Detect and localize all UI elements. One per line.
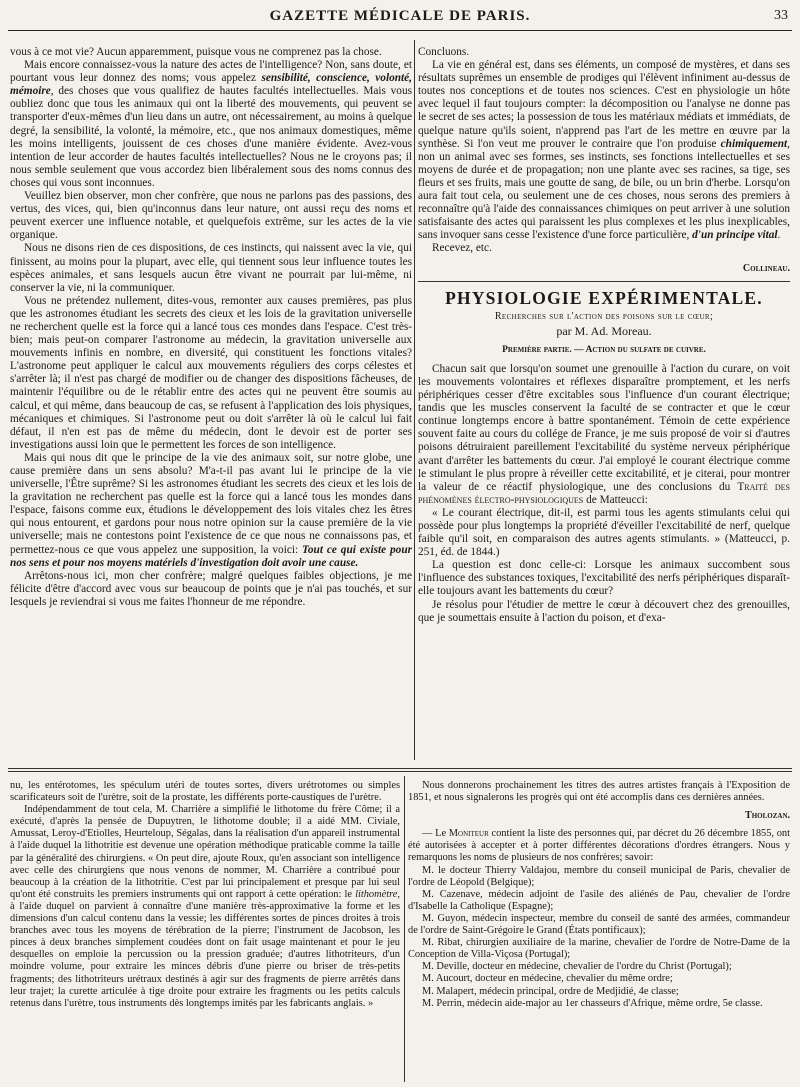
author-signature: Tholozan. <box>745 810 790 822</box>
quotation: « Le courant électrique, dit-il, est parmi tous les agents stimulants celui qui possède pour plus longtemps la propriété d'éveiller l'excitabilité de nerf, quelque faible qu'il soit, en comparaison des autres agents stimulants. » (Matteucci, p. 251, éd. de 1844.) <box>418 506 790 559</box>
list-item: M. Ribat, chirurgien auxiliaire de la marine, chevalier de l'ordre de Notre-Dame de la Conception de Villa-Viçosa (Portugal); <box>408 937 790 961</box>
paragraph: Mais qui nous dit que le principe de la vie des animaux soit, sur notre globe, une cause première dans un sens absolu? M'a-t-il pas avant lui le principe de la vie universelle, l'Être suprême? Si les astronomes étudiant les secrets des cieux et les lois de la gravitation ne recherchent pas quelle est la force qui a lancé tous les mondes dans l'espace, faisons comme eux, étudions le développement des lois vitales chez les êtres qui nous entourent, et gardons pour nous notre opinion sur la cause première de la vie universelle; mais ne contestons point l'existence de ce que nous ne connaissons pas, et permettez-nous ce que vous appelez une supposition, la voici: Tout ce qui existe pour nos sens et pour nos moyens matériels d'investigation doit avoir une cause. <box>10 451 412 569</box>
paragraph: — Le Moniteur contient la liste des personnes qui, par décret du 26 décembre 1855, ont été autorisées à accepter et à porter différentes décorations d'ordres étrangers. Nous y remarquons les noms de plusieurs de nos confrères; savoir: <box>408 828 790 864</box>
paragraph: Arrêtons-nous ici, mon cher confrère; malgré quelques faibles objections, je me félicite d'être d'accord avec vous sur beaucoup de points que je n'ai pas touchés, et sur lesquels je reviendrai si vous me faites l'honneur de me répondre. <box>10 569 412 608</box>
list-item: M. Deville, docteur en médecine, chevalier de l'ordre du Christ (Portugal); <box>422 961 732 973</box>
paragraph: nu, les entérotomes, les spéculum utéri de toutes sortes, divers urétrotomes ou simples scarificateurs soit de l'urètre, soit de la prostate, les différents porte-caustiques de l'urètre. <box>10 780 400 804</box>
paragraph: Chacun sait que lorsqu'on soumet une grenouille à l'action du curare, on voit les mouvements volontaires et réflexes disparaître promptement, et les nerfs périphériques cesser d'être excitables sous l'influence d'un courant électrique; tandis que les muscles conservent la faculté de se contracter et que le cœur continue longtemps encore à battre spontanément. Témoin de cette expérience souvent faite au cours du collége de France, je me suis proposé de voir si d'autres poisons détruiraient pareillement l'excitabilité du système nerveux périphérique avant d'arrêter les battements du cœur. J'ai employé le courant électrique comme le stimulant le plus propre à réveiller cette excitabilité, et je citerai, pour montrer la valeur de ce réactif physiologique, une des conclusions du Traité des phénomènes électro-physiologiques de Matteucci: <box>418 362 790 506</box>
section-author: par M. Ad. Moreau. <box>556 323 652 338</box>
list-item: M. Guyon, médecin inspecteur, membre du conseil de santé des armées, commandeur de l'ordre de Saint-Grégoire le Grand (États pontificaux); <box>408 912 790 937</box>
paragraph: Nous donnerons prochainement les titres des autres artistes français à l'Exposition de 1851, et nous signalerons les progrès qui ont été accomplis dans ces dernières années. <box>408 780 790 804</box>
paragraph: La vie en général est, dans ses éléments, un composé de mystères, et dans ses résultats suprêmes un ensemble de prodiges qui l'élèvent infiniment au-dessus de toutes nos conceptions et de toutes nos sciences. C'est en physiologie un hôte avec lequel il faut toujours compter: la décomposition ou l'analyse ne donne pas le secret de ses actes; la possession de tous les matériaux médiats et immédiats, de quelque nature qu'ils soient, n'apprend pas l'art de les mettre en œuvre par la synthèse. Si l'on veut me prouver le contraire que l'on produise chimiquement, non un animal avec ses formes, ses instincts, ses fonctions intellectuelles et ses moyens de durée et de propagation; non une plante avec ses racines, sa tige, ses fleurs et ses fruits, mais une goutte de sang, de bile, ou un brin d'herbe. Lorsqu'on aura fait tout cela, ou seulement une de ces choses, nous serons des premiers à reconnaître qu'à l'aide des connaissances chimiques on peut arriver à une solution satisfaisante des actes qui paraissent les plus complexes et les plus inexplicables, sans invoquer sans cesse l'existence d'une force particulière, d'un principe vital. <box>418 59 790 242</box>
running-title: GAZETTE MÉDICALE DE PARIS. <box>269 8 531 24</box>
paragraph: Mais encore connaissez-vous la nature des actes de l'intelligence? Non, sans doute, et pourtant vous leur donnez des noms; vous appelez sensibilité, conscience, volonté, mémoire, des choses que vous qualifiez de hautes facultés intellectuelles. Mais vous oubliez donc que tous les animaux qui ont la liberté des mouvements, qui peuvent se transporter d'eux-mêmes d'un lieu dans un autre, ont nécessairement, au moins à quelque degré, la sensibilité, la volonté, la mémoire, etc., que nos animaux domestiques, même les moins intelligents, jouissent de ces choses d'une manière évidente. Avez-vous intention de leur accorder de hautes facultés intellectuelles? Nous ne le croyons pas; il nous semble seulement que vous accordez bien libéralement sous des noms connus des choses qui vous sont inconnues. <box>10 59 412 189</box>
section-title: PHYSIOLOGIE EXPÉRIMENTALE. <box>445 287 763 308</box>
feuilleton-column-right <box>408 780 790 1080</box>
paragraph: Je résolus pour l'étudier de mettre le cœur à découvert chez des grenouilles, que je soumettais ensuite à l'action du poison, et d'exa- <box>418 598 790 624</box>
column-divider-top <box>414 40 415 760</box>
section-part: Première partie. — Action du sulfate de cuivre. <box>502 344 706 355</box>
list-item: M. Cazenave, médecin adjoint de l'asile des aliénés de Pau, chevalier de l'ordre d'Isabelle la Catholique (Espagne); <box>408 888 790 912</box>
column-divider-bottom <box>404 776 405 1082</box>
paragraph: Veuillez bien observer, mon cher confrère, que nous ne parlons pas des passions, des vertus, des vices, qui, bien qu'inconnus dans leur nature, ont aussi reçu des noms et peuvent exercer une influence notable, et quelquefois extrême, sur les actes de la vie organique. <box>10 190 412 242</box>
list-item: M. Malapert, médecin principal, ordre de Medjidié, 4e classe; <box>422 985 679 997</box>
paragraph: La question est donc celle-ci: Lorsque les animaux succombent sous l'influence des substances toxiques, l'excitabilité des nerfs périphériques disparaît-elle toujours avant les battements du cœur? <box>418 559 790 598</box>
article-separator <box>418 281 790 282</box>
paragraph: Concluons. <box>418 46 470 58</box>
paragraph: Indépendamment de tout cela, M. Charrière a simplifié le lithotome du frère Côme; il a exécuté, d'après la pensée de Dupuytren, le lithotome double; il a aidé MM. Civiale, Amussat, Leroy-d'Etiolles, Heurteloup, Ségalas, dans la réalisation d'un appareil instrumental à l'aide duquel la lithotritie est devenue une opération méthodique praticable comme la taille par la généralité des chirurgiens. « On peut dire, ajoute Roux, qu'en associant son intelligence avec celle des chirurgiens que nous venons de nommer, M. Charrière a contribué pour beaucoup à la création de la lithotritie. C'est par lui principalement et presque par lui seul qu'ont été construits les premiers instruments qui ont rapport à cette opération: le lithomètre, à l'aide duquel on parvient à connaître d'une manière très-approximative la forme et les dimensions d'un calcul contenu dans la vessie; les différentes sortes de pinces droites à trois branches avec tous les moyens de térébration de la pierre; l'instrument de Jacobson, les pinces à deux branches simplement coudées dont on fait usage maintenant et pour le jeu desquelles on emploie la percussion ou la pression graduée; d'autres lithotriteurs, d'un moindre volume, pour extraire les minces débris d'une pierre ou briser de très-petits fragments; des lithotriteurs urétraux destinés à agir sur des fragments de pierre arrêtés dans leur trajet; la curette articulée à tige droite pour extraire les fragments ou les petits calculs retenus dans l'urètre, tous instruments dès longtemps imités par les fabricants anglais. » <box>10 804 400 1009</box>
list-item: M. le docteur Thierry Valdajou, membre du conseil municipal de Paris, chevalier de l'ordre de Léopold (Belgique); <box>408 864 790 888</box>
paragraph: vous à ce mot vie? Aucun apparemment, puisque vous ne comprenez pas la chose. <box>10 46 382 58</box>
section-divider <box>8 768 792 769</box>
feuilleton-column-left <box>10 780 400 1080</box>
paragraph: Recevez, etc. <box>432 242 492 255</box>
section-subtitle: Recherches sur l'action des poisons sur le cœur; <box>494 310 714 322</box>
article-column-right <box>418 46 790 758</box>
list-item: M. Perrin, médecin aide-major au 1er chasseurs d'Afrique, même ordre, 5e classe. <box>422 997 763 1009</box>
paragraph: Vous ne prétendez nullement, dites-vous, remonter aux causes premières, pas plus que les astronomes étudiant les secrets des cieux et les lois de la gravitation universelle ne recherchent quelle est la force qui a lancé tous ces mondes dans l'espace. C'est très-bien; mais peut-on comparer l'astronome au médecin, la gravitation universelle aux mouvements infinis en nombre, en diversité, qui constituent les fonctions vitales? L'astronome peut appliquer le calcul aux mouvements réguliers des corps célestes et s'arrêter là; il n'est pas chargé de modifier ou de changer des dispositions fâcheuses, de maintenir l'équilibre ou de le rétablir entre des actes qui ne peuvent être soumis au calcul, et qui même, dans beaucoup de cas, se refusent à l'application des lois physiques, mécaniques et chimiques. Si l'astronome peut ou doit s'arrêter là où le calcul lui fait défaut, il n'en est pas de même du médecin, dont le devoir est de porter ses investigations aussi loin que le permettent les forces de son intelligence. <box>10 294 412 451</box>
paragraph: Nous ne disons rien de ces dispositions, de ces instincts, qui naissent avec la vie, qui finissent, au moins pour la plupart, avec elle, qui tiennent sous leur influence toutes les espèces animales, et sans lesquels aucun être vivant ne pourrait par lui-même, ni conserver la vie, ni la communiquer. <box>10 242 412 294</box>
page-number: 33 <box>774 8 788 23</box>
author-signature: Collineau. <box>742 262 790 274</box>
page-header <box>8 6 792 31</box>
article-column-left <box>10 46 412 758</box>
section-divider-2 <box>8 771 792 772</box>
list-item: M. Aucourt, docteur en médecine, chevalier du même ordre; <box>422 973 673 985</box>
